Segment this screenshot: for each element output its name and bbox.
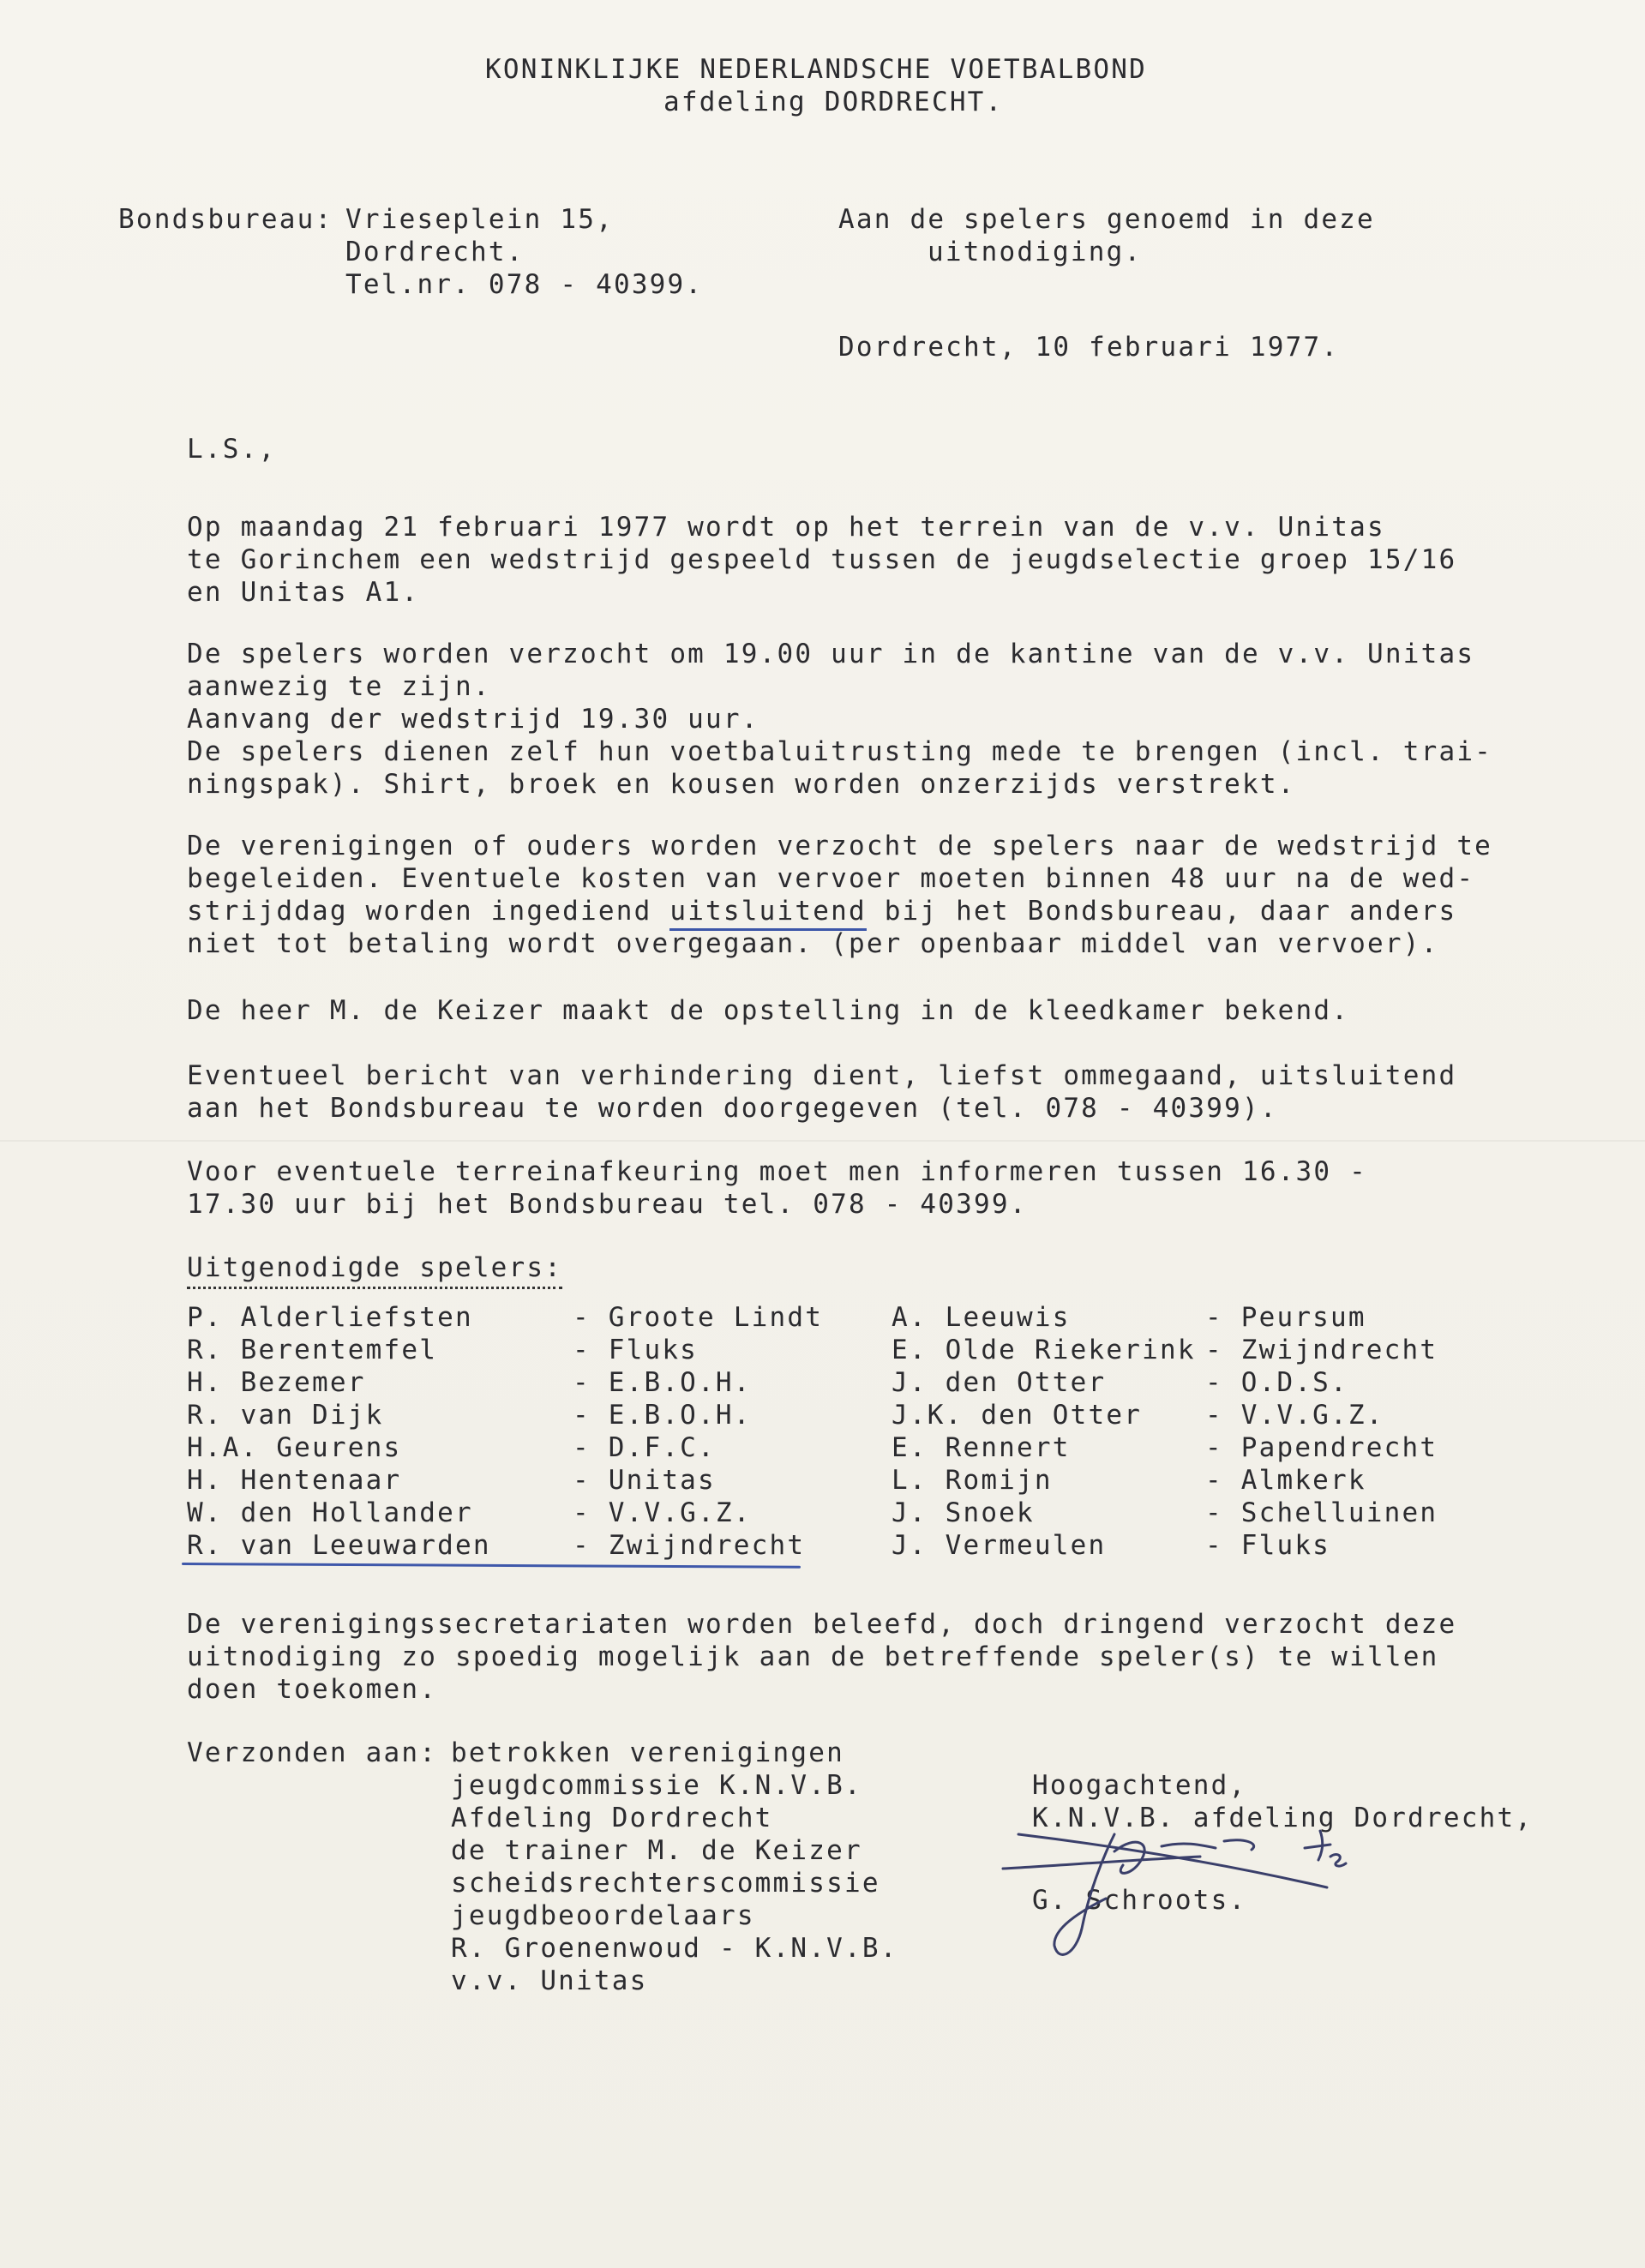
sent-to-item: jeugdcommissie K.N.V.B.	[451, 1770, 862, 1801]
paragraph-line: uitnodiging zo spoedig mogelijk aan de betreffende speler(s) te willen	[187, 1641, 1439, 1672]
address-tel: Tel.nr. 078 - 40399.	[345, 269, 704, 300]
paragraph-line: Eventueel bericht van verhindering dient, liefst ommegaand, uitsluitend	[187, 1060, 1457, 1091]
paragraph-line: De heer M. de Keizer maakt de opstelling in de kleedkamer bekend.	[187, 995, 1350, 1026]
player-name: L. Romijn	[892, 1465, 1053, 1496]
player-club: - Almkerk	[1205, 1465, 1366, 1496]
paragraph-line: Aanvang der wedstrijd 19.30 uur.	[187, 704, 759, 735]
paragraph-line: 17.30 uur bij het Bondsbureau tel. 078 - 40399.	[187, 1189, 1028, 1220]
player-name: R. van Leeuwarden	[187, 1530, 491, 1561]
paragraph-line: begeleiden. Eventuele kosten van vervoer moeten binnen 48 uur na de wed-	[187, 863, 1475, 894]
player-name: R. van Dijk	[187, 1400, 384, 1431]
player-name: J. den Otter	[892, 1367, 1107, 1398]
player-club: - Zwijndrecht	[573, 1530, 806, 1561]
sent-to-item: v.v. Unitas	[451, 1965, 648, 1996]
player-club: - E.B.O.H.	[573, 1367, 752, 1398]
sent-to-label: Verzonden aan:	[187, 1737, 438, 1768]
player-club: - O.D.S.	[1205, 1367, 1348, 1398]
player-name: H. Hentenaar	[187, 1465, 402, 1496]
player-club: - E.B.O.H.	[573, 1400, 752, 1431]
paragraph-line: Op maandag 21 februari 1977 wordt op het terrein van de v.v. Unitas	[187, 512, 1385, 543]
sent-to-item: Afdeling Dordrecht	[451, 1803, 773, 1833]
player-name: H. Bezemer	[187, 1367, 366, 1398]
recipient-line-1: Aan de spelers genoemd in deze	[838, 204, 1375, 235]
recipient-line-2: uitnodiging.	[928, 237, 1143, 267]
text-run: bij het Bondsbureau, daar anders	[866, 896, 1457, 927]
sent-to-item: jeugdbeoordelaars	[451, 1900, 755, 1931]
paragraph-line: aan het Bondsbureau te worden doorgegeven (tel. 078 - 40399).	[187, 1093, 1278, 1124]
letterhead-afdeling: afdeling DORDRECHT.	[663, 87, 1004, 117]
paragraph-line: te Gorinchem een wedstrijd gespeeld tussen de jeugdselectie groep 15/16	[187, 544, 1457, 575]
letterhead-org: KONINKLIJKE NEDERLANDSCHE VOETBALBOND	[485, 54, 1147, 85]
player-club: - Fluks	[1205, 1530, 1331, 1561]
address-street: Vrieseplein 15,	[345, 204, 614, 235]
player-name: P. Alderliefsten	[187, 1302, 473, 1333]
handwritten-signature	[986, 1809, 1380, 1971]
player-club: - Zwijndrecht	[1205, 1335, 1438, 1365]
player-name: R. Berentemfel	[187, 1335, 438, 1365]
underlined-word: uitsluitend	[669, 896, 867, 931]
player-club: - Peursum	[1205, 1302, 1366, 1333]
sent-to-item: betrokken verenigingen	[451, 1737, 844, 1768]
paragraph-line: aanwezig te zijn.	[187, 671, 491, 702]
paragraph-line	[187, 895, 1456, 927]
signoff-org: K.N.V.B. afdeling Dordrecht,	[1032, 1803, 1534, 1833]
player-club: - D.F.C.	[573, 1432, 716, 1463]
signoff-greeting: Hoogachtend,	[1032, 1770, 1247, 1801]
paragraph-line: en Unitas A1.	[187, 577, 420, 608]
paragraph-line: doen toekomen.	[187, 1674, 438, 1705]
paragraph-line: niet tot betaling wordt overgegaan. (per openbaar middel van vervoer).	[187, 928, 1439, 959]
address-city: Dordrecht.	[345, 237, 525, 267]
paper-fold	[0, 1140, 1645, 1142]
paragraph-line: De spelers worden verzocht om 19.00 uur in de kantine van de v.v. Unitas	[187, 639, 1475, 669]
sent-to-item: de trainer M. de Keizer	[451, 1835, 862, 1866]
player-club: - V.V.G.Z.	[573, 1497, 752, 1528]
player-name: J. Vermeulen	[892, 1530, 1107, 1561]
salutation: L.S.,	[187, 434, 277, 465]
sent-to-item: scheidsrechterscommissie	[451, 1868, 880, 1899]
paragraph-line: Voor eventuele terreinafkeuring moet men informeren tussen 16.30 -	[187, 1156, 1367, 1187]
paragraph-line: De spelers dienen zelf hun voetbaluitrusting mede te brengen (incl. trai-	[187, 736, 1493, 767]
address-label: Bondsbureau:	[118, 204, 333, 235]
letter-date: Dordrecht, 10 februari 1977.	[838, 332, 1340, 363]
player-name: J. Snoek	[892, 1497, 1035, 1528]
player-club: - Schelluinen	[1205, 1497, 1438, 1528]
sent-to-item: R. Groenenwoud - K.N.V.B.	[451, 1933, 898, 1964]
players-heading-text: Uitgenodigde spelers:	[187, 1252, 562, 1289]
paragraph-line: ningspak). Shirt, broek en kousen worden onzerzijds verstrekt.	[187, 769, 1296, 800]
player-name: H.A. Geurens	[187, 1432, 402, 1463]
player-club: - Papendrecht	[1205, 1432, 1438, 1463]
player-name: J.K. den Otter	[892, 1400, 1143, 1431]
player-name: A. Leeuwis	[892, 1302, 1071, 1333]
player-name: E. Olde Riekerink	[892, 1335, 1196, 1365]
paragraph-line: De verenigingssecretariaten worden beleefd, doch dringend verzocht deze	[187, 1609, 1457, 1640]
text-run: strijddag worden ingediend	[187, 896, 670, 927]
player-club: - Groote Lindt	[573, 1302, 824, 1333]
player-name: W. den Hollander	[187, 1497, 473, 1528]
player-club: - Fluks	[573, 1335, 699, 1365]
player-name: E. Rennert	[892, 1432, 1071, 1463]
paragraph-line: De verenigingen of ouders worden verzocht de spelers naar de wedstrijd te	[187, 831, 1493, 861]
signoff-name: G. Schroots.	[1032, 1885, 1247, 1916]
players-heading	[187, 1251, 562, 1284]
player-club: - Unitas	[573, 1465, 716, 1496]
player-club: - V.V.G.Z.	[1205, 1400, 1384, 1431]
